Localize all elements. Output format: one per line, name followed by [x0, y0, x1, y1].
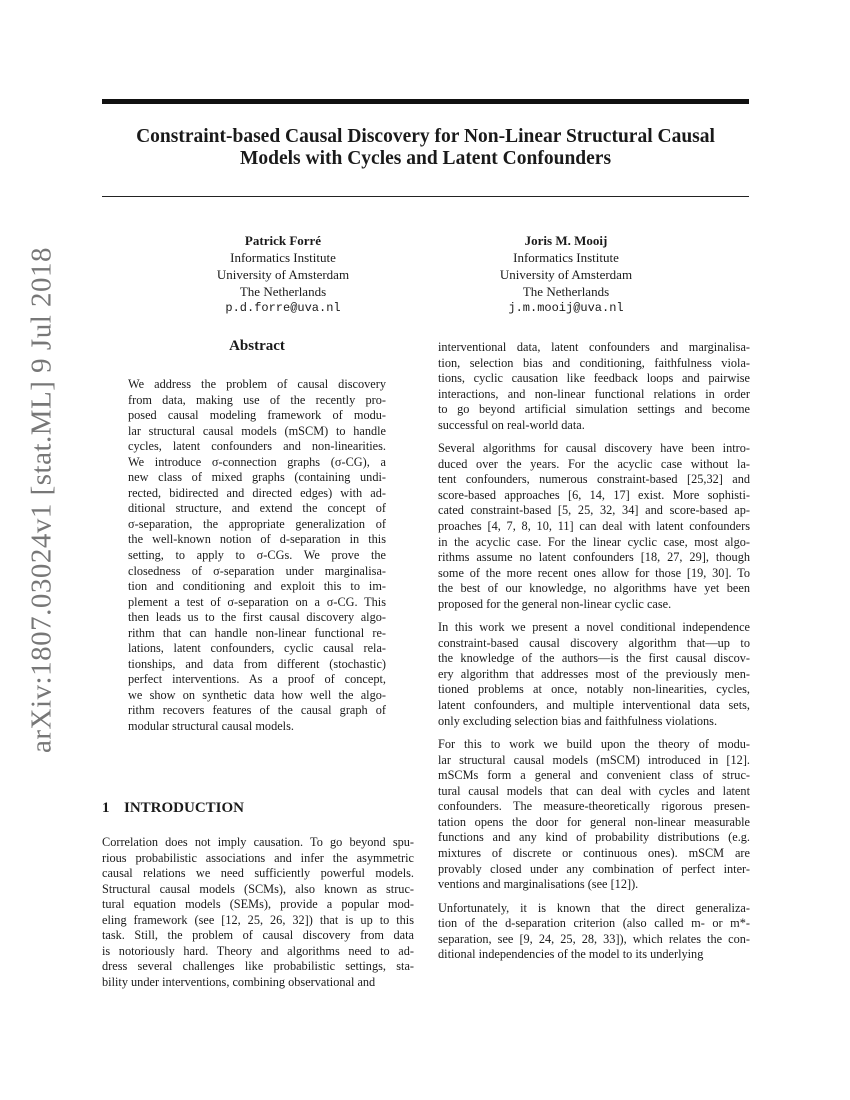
text-line: dress several challenges like probabilistic settings, sta- — [102, 959, 414, 974]
text-line: tural equation models (SEMs), provide a popular mod- — [102, 897, 414, 912]
arxiv-sidebar — [0, 0, 58, 754]
text-line: is notoriously hard. Theory and algorithms need to ad- — [102, 943, 414, 958]
text-line: constraint-based causal discovery algorithm that—up to — [438, 635, 750, 650]
author-university: University of Amsterdam — [216, 267, 350, 282]
text-line: lar structural causal models (mSCM) introduced in [12]. — [438, 752, 750, 767]
author-name: Joris M. Mooij — [524, 233, 608, 248]
text-line: For this to work we build upon the theory of modu- — [438, 737, 750, 752]
author-university: University of Amsterdam — [499, 267, 633, 282]
author-email: j.m.mooij@uva.nl — [508, 301, 624, 315]
text-line: tent confounders, numerous constraint-based [25,32] and — [438, 472, 750, 487]
text-line: tural causal models that can deal with cycles and latent — [438, 783, 750, 798]
text-line: interactions, and non-linear functional relations in order — [438, 386, 750, 401]
text-line: lar structural causal models (mSCM) to handle — [128, 423, 386, 438]
paragraph-gap — [438, 433, 750, 441]
text-line: duced over the years. For the acyclic case without la- — [438, 456, 750, 471]
text-line: tion, selection bias and conditioning, faithfulness viola- — [438, 355, 750, 370]
text-line: the well-known notion of d-separation in this — [128, 532, 386, 547]
text-line: new class of mixed graphs (containing undi- — [128, 470, 386, 485]
text-line: latent confounders, and multiple interventional data sets, — [438, 698, 750, 713]
introduction-body — [102, 835, 414, 990]
text-line: ery algorithm that addresses most of the previously men- — [438, 666, 750, 681]
text-line: interventional data, latent confounders and marginalisa- — [438, 340, 750, 354]
text-line: setting, to apply to σ-CGs. We prove the — [128, 548, 386, 563]
paragraph-gap — [438, 729, 750, 737]
section-title: INTRODUCTION — [124, 800, 245, 816]
text-line: rithm that can handle non-linear functional re- — [128, 625, 386, 640]
paper-title — [102, 126, 749, 170]
abstract-body — [128, 377, 386, 735]
text-line: mSCMs form a general and convenient class of struc- — [438, 768, 750, 783]
text-line: closedness of σ-separation under marginalisa- — [128, 563, 386, 578]
text-line: provably closed under any combination of perfect inter- — [438, 861, 750, 876]
author-country: The Netherlands — [522, 284, 610, 299]
author-block-1 — [153, 232, 413, 317]
text-line: σ-separation, the appropriate generalization of — [128, 516, 386, 531]
text-line: tion and conditioning and exploit this to im- — [128, 579, 386, 594]
text-line: causal relations we need sufficiently powerful models. — [102, 866, 414, 881]
right-column-body — [438, 340, 750, 963]
arxiv-identifier: arXiv:1807.03024v1 [stat.ML] 9 Jul 2018 — [25, 246, 58, 754]
author-affiliation: Informatics Institute — [513, 250, 619, 265]
text-line: modular structural causal models. — [128, 719, 294, 734]
section-heading — [102, 800, 244, 817]
text-line: We address the problem of causal discovery — [128, 377, 386, 391]
text-line: perfect interventions. As a proof of concept, — [128, 672, 386, 687]
text-line: confounders. The measure-theoretically rigorous presen- — [438, 799, 750, 814]
text-line: Several algorithms for causal discovery have been intro- — [438, 441, 750, 456]
title-top-rule — [102, 99, 749, 104]
section-number: 1 — [102, 800, 110, 816]
text-line: the best of our knowledge, no algorithms have yet been — [438, 581, 750, 596]
text-line: eling framework (see [12, 25, 26, 32]) that is up to this — [102, 912, 414, 927]
text-line: cycles, latent confounders and non-linearities. — [128, 439, 386, 454]
text-line: plement a test of σ-separation on a σ-CG. This — [128, 594, 386, 609]
text-line: bility under interventions, combining observational and — [102, 974, 376, 989]
text-line: tion of the d-separation criterion (also called m- or m*- — [438, 916, 750, 931]
paragraph-gap — [438, 612, 750, 620]
author-country: The Netherlands — [239, 284, 327, 299]
text-line: ditional structure, and extend the concept of — [128, 501, 386, 516]
title-line-1: Constraint-based Causal Discovery for Non-Linear Structural Causal — [136, 126, 715, 147]
abstract-heading: Abstract — [229, 338, 285, 354]
text-line: We introduce σ-connection graphs (σ-CG), a — [128, 454, 386, 469]
text-line: some of the more recent ones allow for those [19, 30]. To — [438, 565, 750, 580]
text-line: tions, cyclic causation like feedback loops and pairwise — [438, 371, 750, 386]
text-line: posed causal modeling framework of modu- — [128, 408, 386, 423]
text-line: only excluding selection bias and faithfulness violations. — [438, 713, 718, 728]
text-line: to go beyond artificial simulation settings and become — [438, 402, 750, 417]
text-line: cated constraint-based [5, 25, 32, 34] and score-based ap- — [438, 503, 750, 518]
text-line: tation opens the door for general non-linear measurable — [438, 814, 750, 829]
text-line: in the acyclic case. For the linear cyclic case, most algo- — [438, 534, 750, 549]
text-line: score-based approaches [6, 14, 17] exist. More sophisti- — [438, 487, 750, 502]
text-line: functions and any kind of probability distributions (e.g. — [438, 830, 750, 845]
author-affiliation: Informatics Institute — [230, 250, 336, 265]
text-line: rious probabilistic associations and infer the asymmetric — [102, 850, 414, 865]
text-line: tionships, and data from different (stochastic) — [128, 656, 386, 671]
text-line: rithms assume no latent confounders [18, 27, 29], though — [438, 550, 750, 565]
text-line: ventions and marginalisations (see [12]). — [438, 877, 639, 892]
text-line: then leads us to the first causal discovery algo- — [128, 610, 386, 625]
text-line: Correlation does not imply causation. To go beyond spu- — [102, 835, 414, 849]
text-line: rected, bidirected and directed edges) with ad- — [128, 485, 386, 500]
text-line: mixtures of discrete or continuous ones). mSCM are — [438, 845, 750, 860]
title-bottom-rule — [102, 196, 749, 197]
text-line: In this work we present a novel conditional independence — [438, 620, 750, 635]
paragraph-gap — [438, 893, 750, 901]
text-line: lations, latent confounders, cyclic causal rela- — [128, 641, 386, 656]
text-line: task. Still, the problem of causal discovery from data — [102, 928, 414, 943]
text-line: proaches [4, 7, 8, 10, 11] can deal with latent confounders — [438, 519, 750, 534]
text-line: we show on synthetic data how well the algo- — [128, 687, 386, 702]
author-name: Patrick Forré — [244, 233, 322, 248]
text-line: from data, making use of the recently pro- — [128, 392, 386, 407]
text-line: the knowledge of the authors—is the first causal discov- — [438, 651, 750, 666]
text-line: proposed for the general non-linear cyclic case. — [438, 596, 672, 611]
author-block-2 — [436, 232, 696, 317]
text-line: tioned problems at once, notably non-linearities, cycles, — [438, 682, 750, 697]
text-line: ditional independencies of the model to its underlying — [438, 947, 704, 962]
text-line: rithm recovers features of the causal graph of — [128, 703, 386, 718]
author-email: p.d.forre@uva.nl — [225, 301, 341, 315]
text-line: Structural causal models (SCMs), also known as struc- — [102, 881, 414, 896]
text-line: separation, see [9, 24, 25, 28, 33]), which relates the con- — [438, 931, 750, 946]
title-line-2: Models with Cycles and Latent Confounders — [239, 148, 612, 169]
text-line: successful on real-world data. — [438, 417, 585, 432]
text-line: Unfortunately, it is known that the direct generaliza- — [438, 900, 750, 915]
